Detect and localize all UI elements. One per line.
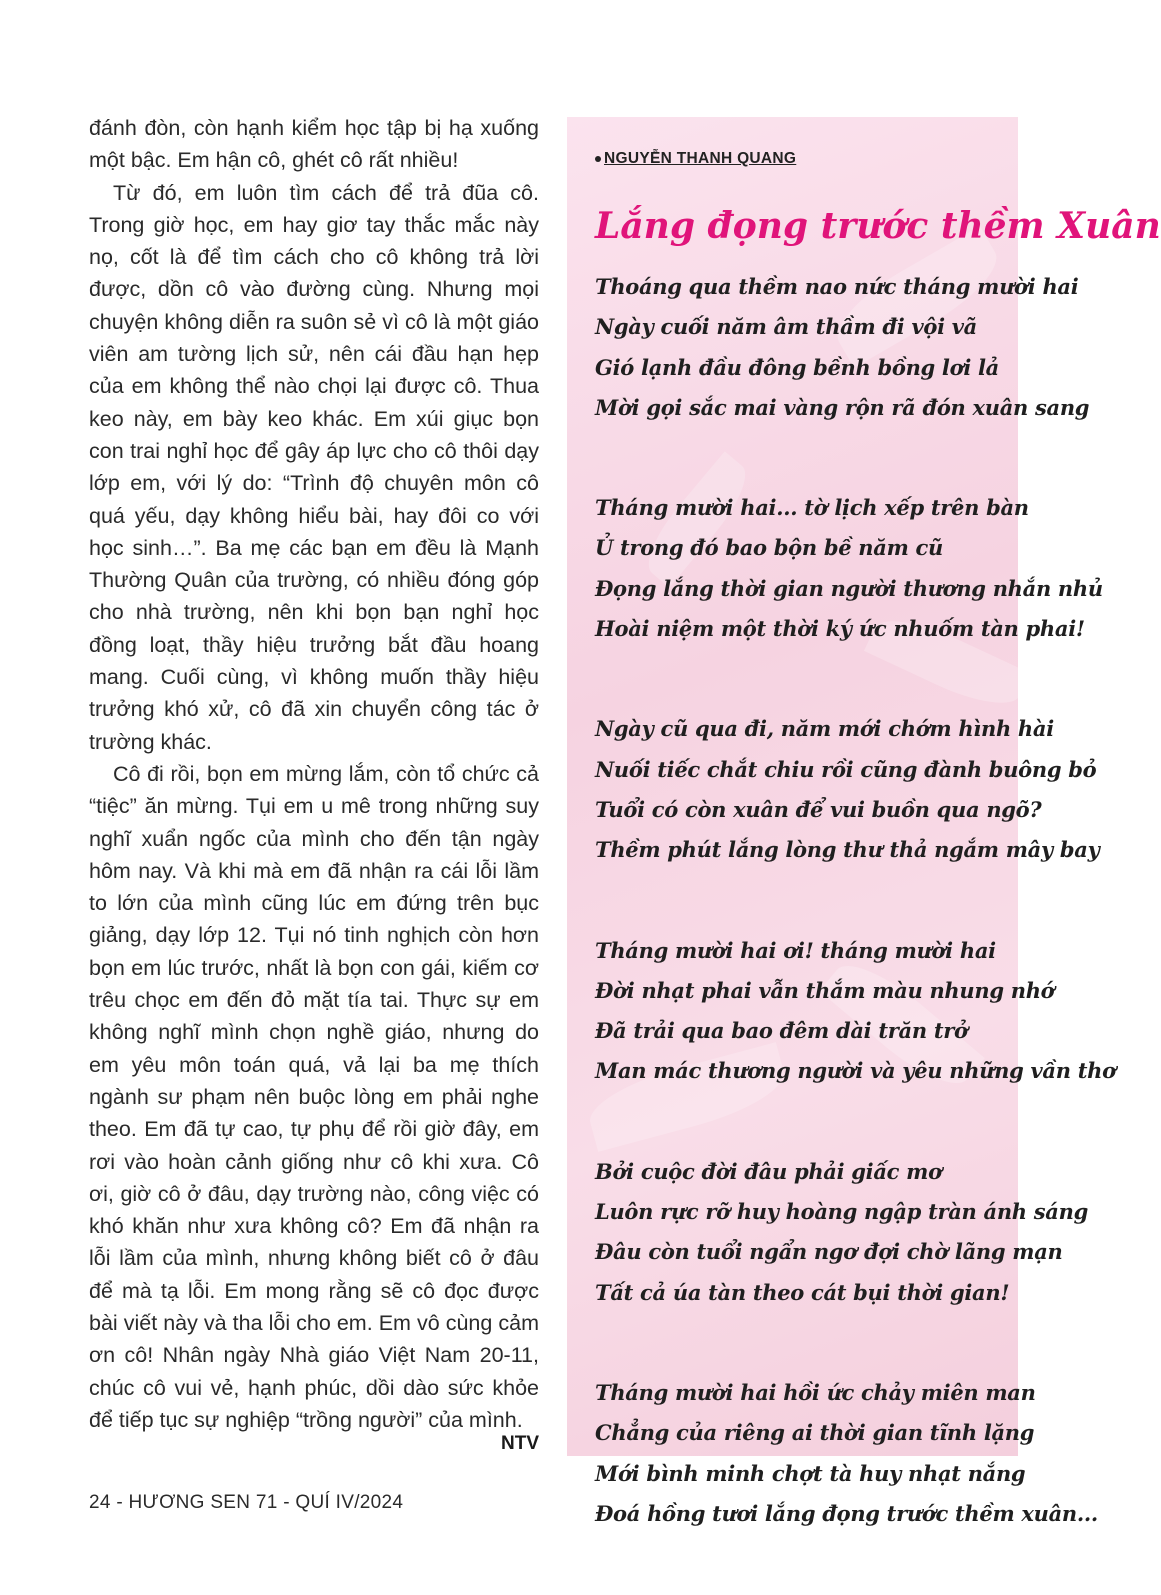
page-footer: 24 - HƯƠNG SEN 71 - QUÍ IV/2024 [89, 1492, 404, 1513]
poem-line: Đâu còn tuổi ngẩn ngơ đợi chờ lãng mạn [595, 1239, 1063, 1265]
poem-line: Luôn rực rỡ huy hoàng ngập tràn ánh sáng [595, 1199, 1088, 1225]
poem-line: Bởi cuộc đời đâu phải giấc mơ [595, 1158, 942, 1184]
poem-stanza [595, 709, 1100, 870]
poem-line: Thềm phút lắng lòng thư thả ngắm mây bay [595, 837, 1100, 863]
article-signature: NTV [501, 1433, 539, 1454]
poem-line: Hoài niệm một thời ký ức nhuốm tàn phai! [595, 616, 1085, 642]
poem-line: Thoáng qua thềm nao nức tháng mười hai [595, 274, 1079, 299]
bullet-icon [595, 156, 601, 162]
poem-line: Mới bình minh chợt tà huy nhạt nắng [595, 1460, 1026, 1486]
article-paragraph: Cô đi rồi, bọn em mừng lắm, còn tổ chức cả “tiệc” ăn mừng. Tụi em u mê trong những suy nghĩ xuẩn ngốc của mình cho đến tận ngày hôm nay. Và khi mà em đã nhận ra cái lỗi lầm to lớn của mình cũng lúc em đứng trên bục giảng, dạy lớp 12. Tụi nó tinh nghịch còn hơn bọn em lúc trước, nhất là bọn con gái, kiếm cơ trêu chọc em đến đỏ mặt tía tai. Thực sự em không nghĩ mình chọn nghề giáo, nhưng do em yêu môn toán quá, vả lại ba mẹ thích ngành sư phạm nên buộc lòng em phải nghe theo. Em đã tự cao, tự phụ để rồi giờ đây, em rơi vào hoàn cảnh giống như cô khi xưa. Cô ơi, giờ cô ở đâu, dạy trường nào, công việc có khó khăn như xưa không cô? Em đã nhận ra lỗi lầm của mình, nhưng không biết cô ở đâu để mà tạ lỗi. Em mong rằng sẽ cô đọc được bài viết này và tha lỗi cho em. Em vô cùng cảm ơn cô! Nhân ngày Nhà giáo Việt Nam 20-11, chúc cô vui vẻ, hạnh phúc, dồi dào sức khỏe để tiếp tục sự nghiệp “trồng người” của mình. [89, 761, 539, 1432]
poem-stanza [595, 1373, 1098, 1534]
poem-stanza [595, 267, 1090, 428]
poem-line: Mời gọi sắc mai vàng rộn rã đón xuân sang [595, 394, 1090, 420]
poem-stanzas [595, 267, 1116, 1594]
poem-line: Man mác thương người và yêu những vần thơ [595, 1058, 1116, 1084]
poem-line: Tuổi có còn xuân để vui buồn qua ngõ? [595, 796, 1042, 822]
poem-line: Đọng lắng thời gian người thương nhắn nhủ [595, 575, 1103, 601]
poem-line: Nuối tiếc chắt chiu rồi cũng đành buông bỏ [595, 756, 1097, 782]
poem-line: Đoá hồng tươi lắng đọng trước thềm xuân... [595, 1500, 1098, 1526]
article-paragraph: đánh đòn, còn hạnh kiểm học tập bị hạ xuống một bậc. Em hận cô, ghét cô rất nhiều! [89, 116, 539, 173]
poem-stanza [595, 488, 1103, 649]
poem-line: Tất cả úa tàn theo cát bụi thời gian! [595, 1279, 1010, 1305]
poem-line: Tháng mười hai ơi! tháng mười hai [595, 937, 996, 963]
poem-line: Tháng mười hai... tờ lịch xếp trên bàn [595, 495, 1029, 521]
poem-line: Tháng mười hai hồi ức chảy miên man [595, 1379, 1036, 1405]
poem-title: Lắng đọng trước thềm Xuân [595, 205, 1161, 247]
poem-stanza [595, 931, 1116, 1092]
poem-line: Chẳng của riêng ai thời gian tĩnh lặng [595, 1420, 1035, 1446]
poem-line: Ngày cuối năm âm thầm đi vội vã [595, 314, 977, 340]
poem-line: Ủ trong đó bao bộn bề năm cũ [595, 535, 943, 561]
poem-line: Đã trải qua bao đêm dài trăn trở [595, 1018, 968, 1044]
poem-line: Ngày cũ qua đi, năm mới chớm hình hài [595, 716, 1054, 742]
poem-line: Đời nhạt phai vẫn thắm màu nhung nhớ [595, 977, 1055, 1003]
poem-author [595, 150, 796, 168]
poem-stanza [595, 1152, 1088, 1313]
article-paragraph: Từ đó, em luôn tìm cách để trả đũa cô. Trong giờ học, em hay giơ tay thắc mắc này nọ, cốt là để tìm cách cho cô không trả lời được, dồn cô vào đường cùng. Nhưng mọi chuyện không diễn ra suôn sẻ vì cô là một giáo viên am tường lịch sử, nên cái đầu hạn hẹp của em không thể nào chọi lại được cô. Thua keo này, em bày keo khác. Em xúi giục bọn con trai nghỉ học để gây áp lực cho cô thôi dạy lớp em, với lý do: “Trình độ chuyên môn cô quá yếu, dạy không hiểu bài, hay đôi co với học sinh…”. Ba mẹ các bạn em đều là Mạnh Thường Quân của trường, có nhiều đóng góp cho nhà trường, nên khi bọn bạn nghỉ học đồng loạt, thầy hiệu trưởng bắt đầu hoang mang. Cuối cùng, vì không muốn thầy hiệu trưởng khó xử, cô đã xin chuyển công tác ở trường khác. [89, 180, 539, 754]
article-body [89, 112, 539, 1436]
poem-line: Gió lạnh đầu đông bềnh bồng lơi lả [595, 354, 999, 380]
poem-panel [567, 117, 1161, 1526]
author-name: NGUYỄN THANH QUANG [604, 150, 797, 167]
